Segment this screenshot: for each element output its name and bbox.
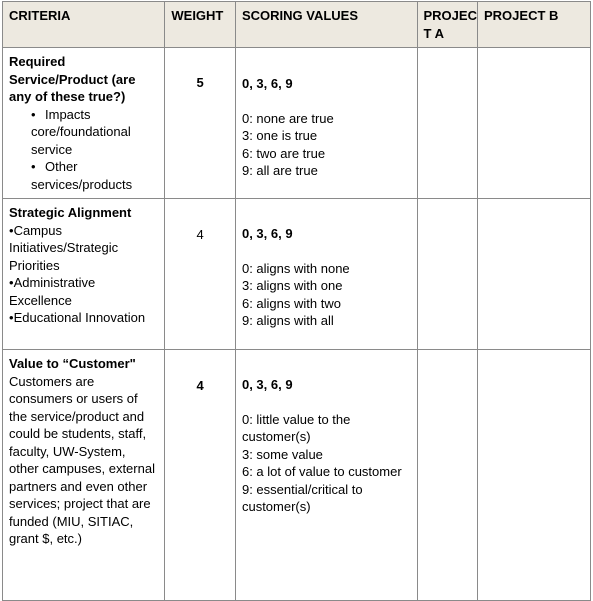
weight-cell: [165, 350, 236, 601]
header-criteria-text: CRITERIA: [9, 8, 71, 23]
scoring-line: 6: two are true: [241, 145, 326, 161]
scoring-line: 3: one is true: [241, 128, 318, 143]
header-row: [3, 2, 591, 48]
header-project-a: [417, 2, 478, 48]
weight-cell: [165, 48, 236, 199]
project-b-cell[interactable]: [478, 350, 591, 601]
criteria-bullet: • Other services/products: [9, 158, 158, 193]
scoring-criteria-table: [2, 1, 591, 601]
weight-value: 5: [196, 75, 204, 90]
header-weight-text: WEIGHT: [171, 8, 224, 23]
criteria-cell: [3, 350, 165, 601]
criteria-title: Strategic Alignment: [9, 205, 132, 220]
weight-cell: [165, 199, 236, 350]
scoring-line: 0: none are true: [241, 110, 334, 126]
criteria-title: Required Service/Product (are any of these true?): [9, 54, 136, 104]
header-project-a-line1: PROJEC: [423, 8, 477, 23]
criteria-bullet: • Impacts core/foundational service: [9, 106, 158, 159]
criteria-bullet: • Educational Innovation: [9, 309, 158, 327]
header-scoring-text: SCORING VALUES: [241, 8, 359, 23]
header-project-b-text: PROJECT B: [484, 8, 559, 23]
scoring-line: 0: little value to the customer(s): [241, 411, 351, 444]
header-criteria: [3, 2, 165, 48]
scoring-values: 0, 3, 6, 9: [241, 226, 293, 241]
table-row: [3, 350, 591, 601]
weight-value: 4: [196, 227, 204, 242]
criteria-description: Customers are consumers or users of the service/product and could be students, staff, faculty, UW-System, other campuses, external partners and even other services; project that are funded (MIU, SITIAC, grant $, etc.): [9, 373, 155, 546]
scoring-cell: [235, 350, 417, 601]
criteria-bullet: • Campus Initiatives/Strategic Priorities: [9, 222, 158, 275]
scoring-line: 3: aligns with one: [241, 278, 343, 293]
project-a-cell[interactable]: [417, 350, 478, 601]
criteria-cell: [3, 48, 165, 199]
table-row: [3, 199, 591, 350]
scoring-cell: [235, 48, 417, 199]
header-project-a-line2: T A: [423, 25, 444, 41]
scoring-cell: [235, 199, 417, 350]
project-a-cell[interactable]: [417, 199, 478, 350]
scoring-line: 3: some value: [241, 446, 323, 462]
scoring-line: 9: essential/critical to customer(s): [241, 481, 363, 514]
scoring-line: 6: aligns with two: [241, 295, 341, 311]
header-scoring-values: [235, 2, 417, 48]
table-row: [3, 48, 591, 199]
scoring-values: 0, 3, 6, 9: [241, 377, 293, 392]
criteria-title: Value to “Customer": [9, 356, 136, 371]
weight-value: 4: [196, 378, 204, 393]
scoring-line: 9: aligns with all: [241, 313, 334, 328]
header-weight: [165, 2, 236, 48]
project-b-cell[interactable]: [478, 199, 591, 350]
header-project-b: [478, 2, 591, 48]
project-a-cell[interactable]: [417, 48, 478, 199]
scoring-line: 9: all are true: [241, 163, 318, 178]
criteria-bullet: • Administrative Excellence: [9, 274, 158, 309]
project-b-cell[interactable]: [478, 48, 591, 199]
scoring-line: 0: aligns with none: [241, 260, 350, 276]
scoring-values: 0, 3, 6, 9: [241, 76, 293, 91]
scoring-line: 6: a lot of value to customer: [241, 464, 402, 479]
criteria-cell: [3, 199, 165, 350]
